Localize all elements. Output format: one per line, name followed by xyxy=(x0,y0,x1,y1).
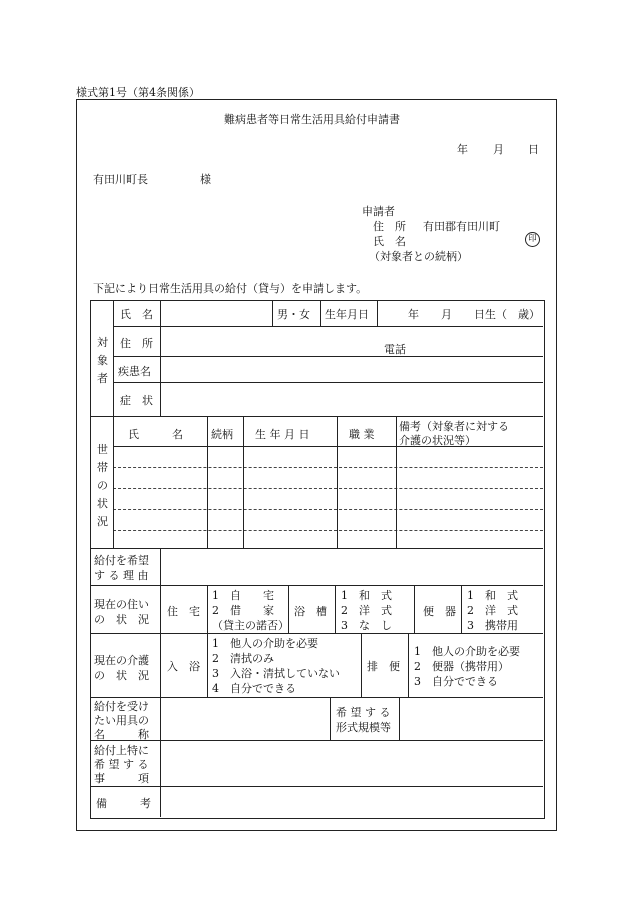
housing-bath-option-1[interactable]: 1 和 式 xyxy=(341,589,392,602)
notes-label: 備 考 xyxy=(96,797,151,810)
household-header-name: 氏 名 xyxy=(128,428,183,441)
household-label-5: 況 xyxy=(97,515,108,528)
subject-phone-label: 電話 xyxy=(384,343,406,356)
subject-symptom-label: 症 状 xyxy=(120,394,153,407)
equipment-label-2: たい用具の xyxy=(94,714,149,727)
care-bath-option-4[interactable]: 4 自分でできる xyxy=(212,682,296,695)
household-header-remarks-2: 介護の状況等） xyxy=(399,434,476,447)
care-bath-option-1[interactable]: 1 他人の介助を必要 xyxy=(212,637,318,650)
household-label-4: 状 xyxy=(97,497,108,510)
reason-label-2: す る 理 由 xyxy=(94,569,149,582)
date-month: 月 xyxy=(493,143,504,156)
care-bath-option-2[interactable]: 2 清拭のみ xyxy=(212,652,274,665)
equipment-label-3: 名 称 xyxy=(94,728,149,741)
housing-home-option-1[interactable]: 1 自 宅 xyxy=(212,589,274,602)
subject-label-2: 象 xyxy=(97,354,108,367)
applicant-relation-label: （対象者との続柄） xyxy=(369,250,468,263)
subject-birth-label: 生年月日 xyxy=(325,308,369,321)
housing-label-1: 現在の住い xyxy=(94,598,149,611)
date-day: 日 xyxy=(528,143,539,156)
subject-address-label: 住 所 xyxy=(120,337,153,350)
care-excretion-label: 排 便 xyxy=(367,660,400,673)
care-bath-label: 入 浴 xyxy=(167,660,200,673)
housing-home-option-2[interactable]: 2 借 家 xyxy=(212,604,274,617)
equipment-spec-2: 形式規模等 xyxy=(336,721,391,734)
care-bath-option-3[interactable]: 3 入浴・清拭していない xyxy=(212,667,340,680)
applicant-name-label: 氏 名 xyxy=(373,235,406,248)
household-header-relation: 続柄 xyxy=(211,428,233,441)
housing-home-option-3: （貸主の諾否） xyxy=(212,619,289,632)
reason-label-1: 給付を希望 xyxy=(94,554,149,567)
subject-name-label: 氏 名 xyxy=(120,308,153,321)
subject-sex[interactable]: 男・女 xyxy=(277,308,310,321)
housing-home-label: 住 宅 xyxy=(167,605,200,618)
housing-toilet-option-2[interactable]: 2 洋 式 xyxy=(467,604,518,617)
form-number: 様式第1号（第4条関係） xyxy=(76,86,200,99)
housing-bath-label: 浴 槽 xyxy=(294,605,327,618)
housing-toilet-option-1[interactable]: 1 和 式 xyxy=(467,589,518,602)
housing-bath-option-2[interactable]: 2 洋 式 xyxy=(341,604,392,617)
care-label-1: 現在の介護 xyxy=(94,654,149,667)
special-label-3: 事 項 xyxy=(94,772,149,785)
household-header-birth: 生 年 月 日 xyxy=(255,428,310,441)
date-year: 年 xyxy=(457,143,468,156)
addressee: 有田川町長 xyxy=(93,173,148,186)
applicant-heading: 申請者 xyxy=(362,205,395,218)
form-title: 難病患者等日常生活用具給付申請書 xyxy=(224,113,400,126)
care-excretion-option-3[interactable]: 3 自分でできる xyxy=(414,675,498,688)
housing-toilet-option-3[interactable]: 3 携帯用 xyxy=(467,619,518,632)
care-label-2: の 状 況 xyxy=(94,669,149,682)
housing-bath-option-3[interactable]: 3 な し xyxy=(341,619,392,632)
statement: 下記により日常生活用具の給付（貸与）を申請します。 xyxy=(93,282,368,295)
household-label-3: の xyxy=(97,479,108,492)
housing-toilet-label: 便 器 xyxy=(423,605,456,618)
seal-mark: 印 xyxy=(525,232,540,247)
subject-label-3: 者 xyxy=(97,372,108,385)
subject-disease-label: 疾患名 xyxy=(118,365,151,378)
subject-birth-value[interactable]: 年 月 日生（ 歳） xyxy=(408,308,540,321)
housing-label-2: の 状 況 xyxy=(94,613,149,626)
household-header-job: 職 業 xyxy=(349,428,375,441)
subject-label-1: 対 xyxy=(97,336,108,349)
care-excretion-option-1[interactable]: 1 他人の介助を必要 xyxy=(414,645,520,658)
household-label-1: 世 xyxy=(97,443,108,456)
equipment-spec-1: 希 望 す る xyxy=(336,706,391,719)
applicant-address-label: 住 所 xyxy=(373,220,406,233)
table-frame xyxy=(90,300,545,819)
addressee-honorific: 様 xyxy=(200,173,211,186)
care-excretion-option-2[interactable]: 2 便器（携帯用） xyxy=(414,660,509,673)
household-header-remarks-1: 備考（対象者に対する xyxy=(399,420,509,433)
equipment-label-1: 給付を受け xyxy=(94,700,149,713)
household-label-2: 帯 xyxy=(97,461,108,474)
applicant-address-value[interactable]: 有田郡有田川町 xyxy=(423,220,500,233)
special-label-1: 給付上特に xyxy=(94,744,149,757)
special-label-2: 希 望 す る xyxy=(94,758,149,771)
